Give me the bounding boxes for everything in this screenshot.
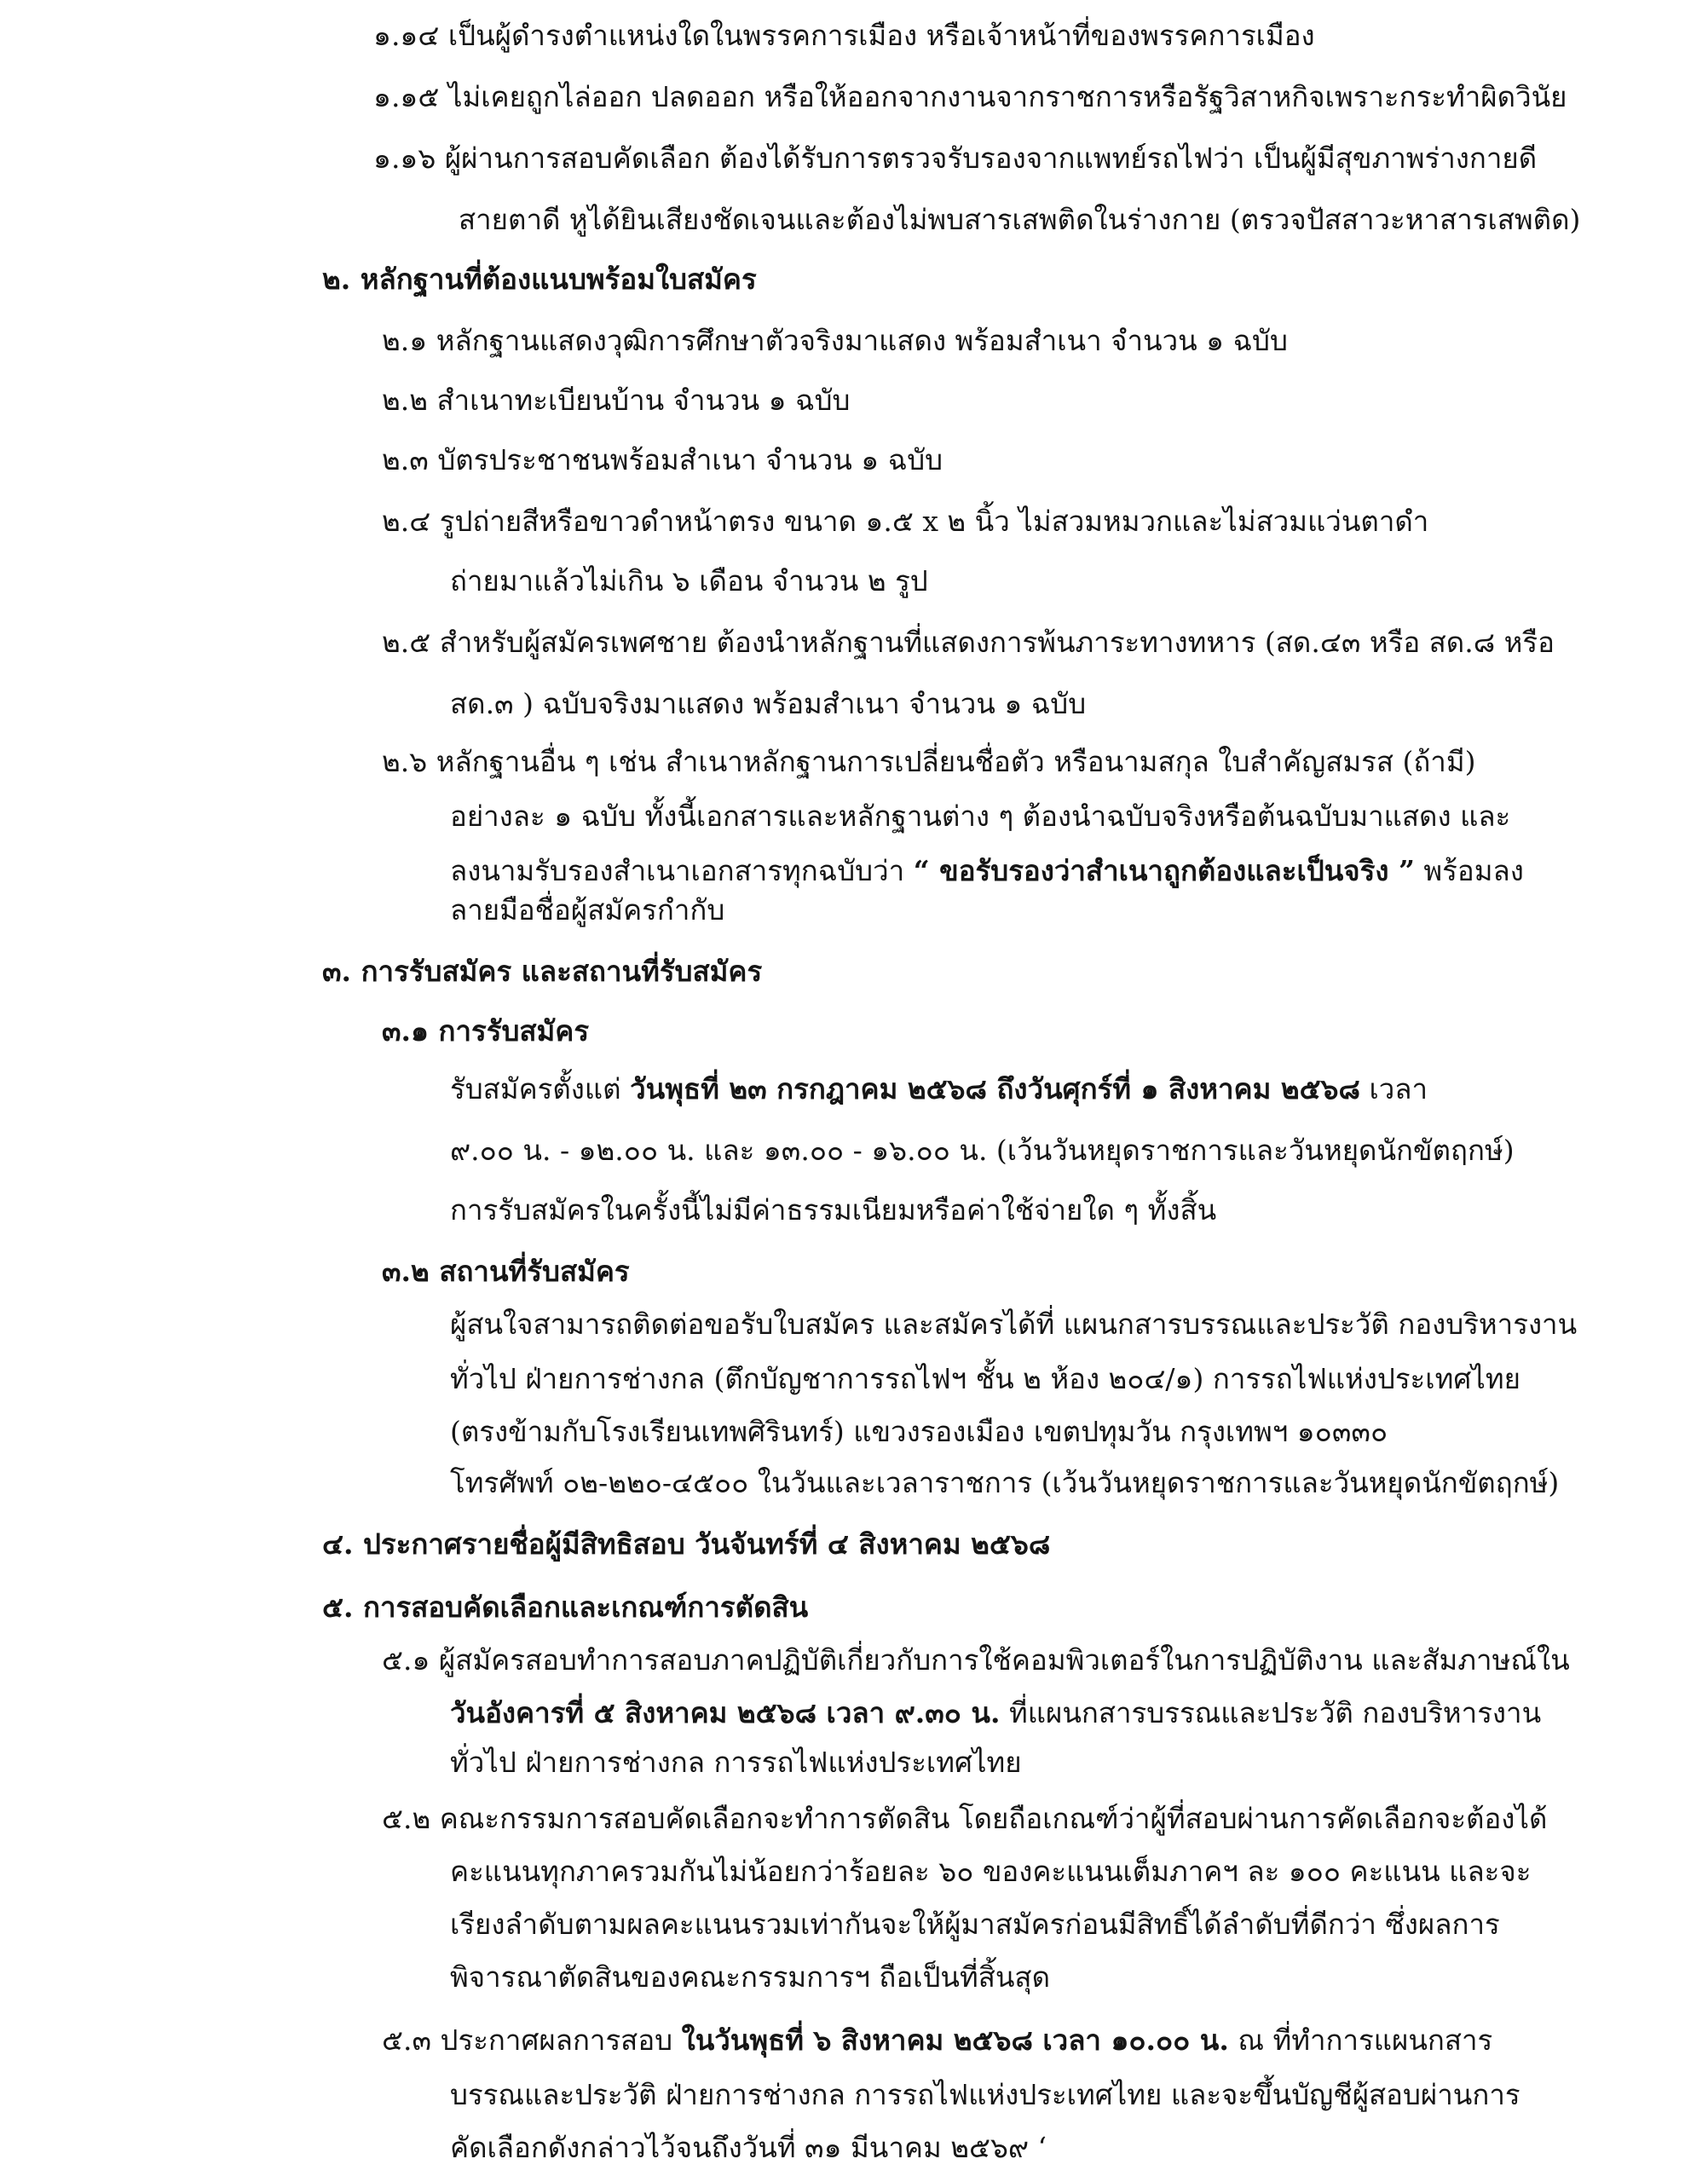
- section-title: การสอบคัดเลือกและเกณฑ์การตัดสิน: [362, 1590, 809, 1624]
- item-number: ๑.๑๕: [373, 80, 440, 113]
- item-2-6-cont-2: [450, 852, 1524, 890]
- text-run: รับสมัครตั้งแต่: [450, 1072, 631, 1105]
- text-run: ลงนามรับรองสำเนาเอกสารทุกฉบับว่า: [450, 854, 914, 887]
- item-5-3-cont-2: คัดเลือกดังกล่าวไว้จนถึงวันที่ ๓๑ มีนาคม ๒๕๖๙ ‘: [450, 2131, 1047, 2164]
- item-number: ๒.๕: [382, 626, 431, 659]
- item-text: ไม่เคยถูกไล่ออก ปลดออก หรือให้ออกจากงานจากราชการหรือรัฐวิสาหกิจเพราะกระทำผิดวินัย: [447, 80, 1567, 113]
- item-5-1-cont-1: [450, 1694, 1541, 1732]
- section-title: ประกาศรายชื่อผู้มีสิทธิสอบ วันจันทร์ที่ ๔ สิงหาคม ๒๕๖๘: [362, 1527, 1051, 1561]
- item-2-6-cont-3: ลายมือชื่อผู้สมัครกำกับ: [450, 893, 725, 926]
- section-title: การรับสมัคร และสถานที่รับสมัคร: [361, 955, 763, 988]
- subsection-title: สถานที่รับสมัคร: [439, 1255, 630, 1288]
- certification-quote: “ ขอรับรองว่าสำเนาถูกต้องและเป็นจริง ”: [913, 854, 1415, 887]
- item-5-3: [382, 2022, 1492, 2059]
- item-2-3: [382, 442, 943, 479]
- subsection-3-2-line-1: ผู้สนใจสามารถติดต่อขอรับใบสมัคร และสมัครได้ที่ แผนกสารบรรณและประวัติ กองบริหารงาน: [450, 1307, 1578, 1341]
- item-1-15: [373, 78, 1567, 116]
- item-2-4: [382, 503, 1428, 540]
- item-number: ๒.๓: [382, 443, 429, 476]
- subsection-3-1-line-1: [450, 1071, 1428, 1108]
- subsection-3-2-line-3: (ตรงข้ามกับโรงเรียนเทพศิรินทร์) แขวงรองเมือง เขตปทุมวัน กรุงเทพฯ ๑๐๓๓๐: [450, 1415, 1388, 1448]
- section-3-heading: [322, 953, 762, 990]
- exam-date: วันอังคารที่ ๕ สิงหาคม ๒๕๖๘ เวลา ๙.๓๐ น.: [450, 1696, 1001, 1729]
- item-text: รูปถ่ายสีหรือขาวดำหน้าตรง ขนาด ๑.๕ x ๒ นิ้ว ไม่สวมหมวกและไม่สวมแว่นตาดำ: [439, 505, 1429, 538]
- item-5-1-cont-2: ทั่วไป ฝ่ายการช่างกล การรถไฟแห่งประเทศไทย: [450, 1746, 1022, 1779]
- item-5-1: [382, 1642, 1570, 1679]
- section-4-heading: [322, 1526, 1050, 1563]
- section-number: ๕.: [322, 1590, 354, 1624]
- item-number: ๕.๓: [382, 2023, 432, 2057]
- item-2-6: [382, 743, 1475, 781]
- item-text: เป็นผู้ดำรงตำแหน่งใดในพรรคการเมือง หรือเจ้าหน้าที่ของพรรคการเมือง: [447, 19, 1315, 52]
- subsection-3-2-line-4: โทรศัพท์ ๐๒-๒๒๐-๔๕๐๐ ในวันและเวลาราชการ (เว้นวันหยุดราชการและวันหยุดนักขัตฤกษ์): [450, 1466, 1560, 1499]
- subsection-number: ๓.๑: [382, 1014, 429, 1048]
- item-text: ผู้ผ่านการสอบคัดเลือก ต้องได้รับการตรวจรับรองจากแพทย์รถไฟว่า เป็นผู้มีสุขภาพร่างกายดี: [444, 141, 1538, 175]
- item-2-1: [382, 322, 1288, 360]
- item-text: หลักฐานอื่น ๆ เช่น สำเนาหลักฐานการเปลี่ยนชื่อตัว หรือนามสกุล ใบสำคัญสมรส (ถ้ามี): [436, 745, 1476, 778]
- text-run: ประกาศผลการสอบ: [440, 2023, 682, 2057]
- item-1-16-cont: สายตาดี หูได้ยินเสียงชัดเจนและต้องไม่พบสารเสพติดในร่างกาย (ตรวจปัสสาวะหาสารเสพติด): [459, 203, 1581, 236]
- item-number: ๑.๑๖: [373, 141, 436, 175]
- subsection-3-2-heading: [382, 1253, 630, 1290]
- item-text: ผู้สมัครสอบทำการสอบภาคปฏิบัติเกี่ยวกับการใช้คอมพิวเตอร์ในการปฏิบัติงาน และสัมภาษณ์ใน: [438, 1643, 1570, 1677]
- item-2-6-cont-1: อย่างละ ๑ ฉบับ ทั้งนี้เอกสารและหลักฐานต่าง ๆ ต้องนำฉบับจริงหรือต้นฉบับมาแสดง และ: [450, 799, 1511, 833]
- item-5-2-cont-2: เรียงลำดับตามผลคะแนนรวมเท่ากันจะให้ผู้มาสมัครก่อนมีสิทธิ์ได้ลำดับที่ดีกว่า ซึ่งผลการ: [450, 1908, 1500, 1941]
- section-number: ๓.: [322, 955, 352, 988]
- section-number: ๔.: [322, 1527, 354, 1561]
- application-period: วันพุธที่ ๒๓ กรกฎาคม ๒๕๖๘ ถึงวันศุกร์ที่ ๑ สิงหาคม ๒๕๖๘: [630, 1072, 1360, 1105]
- subsection-3-1-line-3: การรับสมัครในครั้งนี้ไม่มีค่าธรรมเนียมหรือค่าใช้จ่ายใด ๆ ทั้งสิ้น: [450, 1193, 1217, 1227]
- item-2-4-cont: ถ่ายมาแล้วไม่เกิน ๖ เดือน จำนวน ๒ รูป: [450, 564, 928, 597]
- item-5-2: [382, 1800, 1547, 1838]
- result-date: ในวันพุธที่ ๖ สิงหาคม ๒๕๖๘ เวลา ๑๐.๐๐ น.: [681, 2023, 1229, 2057]
- item-text: สำหรับผู้สมัครเพศชาย ต้องนำหลักฐานที่แสดงการพ้นภาระทางทหาร (สด.๔๓ หรือ สด.๘ หรือ: [439, 626, 1555, 659]
- section-5-heading: [322, 1589, 808, 1626]
- text-run: พร้อมลง: [1414, 854, 1524, 887]
- text-run: ที่แผนกสารบรรณและประวัติ กองบริหารงาน: [1000, 1696, 1542, 1729]
- subsection-3-2-line-2: ทั่วไป ฝ่ายการช่างกล (ตึกบัญชาการรถไฟฯ ชั้น ๒ ห้อง ๒๐๔/๑) การรถไฟแห่งประเทศไทย: [450, 1362, 1520, 1395]
- subsection-number: ๓.๒: [382, 1255, 430, 1288]
- item-text: สำเนาทะเบียนบ้าน จำนวน ๑ ฉบับ: [436, 384, 851, 417]
- section-number: ๒.: [322, 263, 351, 296]
- text-run: ณ ที่ทำการแผนกสาร: [1228, 2023, 1493, 2057]
- section-2-heading: [322, 261, 757, 298]
- item-number: ๒.๒: [382, 384, 428, 417]
- item-text: หลักฐานแสดงวุฒิการศึกษาตัวจริงมาแสดง พร้อมสำเนา จำนวน ๑ ฉบับ: [436, 324, 1288, 357]
- section-title: หลักฐานที่ต้องแนบพร้อมใบสมัคร: [360, 263, 757, 296]
- item-1-14: [373, 17, 1315, 55]
- subsection-3-1-heading: [382, 1013, 589, 1050]
- item-5-2-cont-1: คะแนนทุกภาครวมกันไม่น้อยกว่าร้อยละ ๖๐ ของคะแนนเต็มภาคฯ ละ ๑๐๐ คะแนน และจะ: [450, 1855, 1532, 1888]
- item-number: ๒.๑: [382, 324, 428, 357]
- item-2-5: [382, 624, 1555, 661]
- item-text: คณะกรรมการสอบคัดเลือกจะทำการตัดสิน โดยถือเกณฑ์ว่าผู้ที่สอบผ่านการคัดเลือกจะต้องได้: [439, 1802, 1548, 1835]
- subsection-title: การรับสมัคร: [438, 1014, 590, 1048]
- item-number: ๒.๔: [382, 505, 431, 538]
- item-5-3-cont-1: บรรณและประวัติ ฝ่ายการช่างกล การรถไฟแห่งประเทศไทย และจะขึ้นบัญชีผู้สอบผ่านการ: [450, 2078, 1520, 2111]
- item-2-5-cont: สด.๓ ) ฉบับจริงมาแสดง พร้อมสำเนา จำนวน ๑ ฉบับ: [450, 687, 1087, 720]
- subsection-3-1-line-2: ๙.๐๐ น. - ๑๒.๐๐ น. และ ๑๓.๐๐ - ๑๖.๐๐ น. (เว้นวันหยุดราชการและวันหยุดนักขัตฤกษ์): [450, 1134, 1515, 1167]
- item-number: ๕.๒: [382, 1802, 431, 1835]
- item-number: ๕.๑: [382, 1643, 430, 1677]
- item-2-2: [382, 382, 850, 419]
- item-5-2-cont-3: พิจารณาตัดสินของคณะกรรมการฯ ถือเป็นที่สิ้นสุด: [450, 1960, 1051, 1994]
- item-text: บัตรประชาชนพร้อมสำเนา จำนวน ๑ ฉบับ: [437, 443, 943, 476]
- item-number: ๒.๖: [382, 745, 428, 778]
- item-1-16: [373, 140, 1537, 177]
- text-run: เวลา: [1359, 1072, 1428, 1105]
- item-number: ๑.๑๔: [373, 19, 440, 52]
